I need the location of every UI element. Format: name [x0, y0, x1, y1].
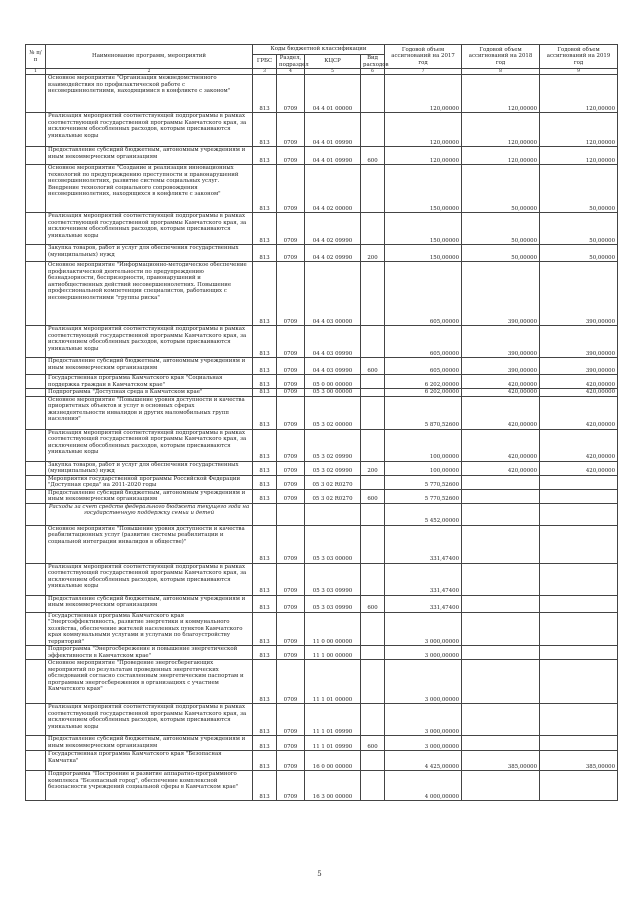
- cell-vr: 600: [361, 595, 385, 612]
- cell-ksr: 11 1 01 09990: [305, 704, 361, 736]
- cell-ksr: 04 4 03 00000: [305, 262, 361, 326]
- cell-num: [26, 612, 46, 646]
- cell-grbs: 813: [253, 489, 277, 503]
- cell-2017: 150,00000: [385, 213, 462, 245]
- cell-grbs: 813: [253, 736, 277, 751]
- cell-2017: 120,00000: [385, 147, 462, 165]
- cell-ksr: 16 0 00 00000: [305, 751, 361, 771]
- cell-section: 0709: [277, 525, 305, 563]
- cell-grbs: 813: [253, 113, 277, 147]
- cell-ksr: 11 1 00 00000: [305, 646, 361, 660]
- index-cell: 1: [26, 69, 46, 75]
- cell-vr: [361, 660, 385, 704]
- table-row: [26, 525, 618, 563]
- cell-section: 0709: [277, 736, 305, 751]
- cell-num: [26, 736, 46, 751]
- cell-grbs: 813: [253, 389, 277, 397]
- cell-name: Основное мероприятие "Повышение уровня доступности и качества приоритетных объектов и услуг в основных сферах жизнедеятельности инвалидов и других маломобильных групп населения": [46, 396, 253, 429]
- table-row: [26, 75, 618, 113]
- cell-2018: [462, 475, 540, 489]
- cell-vr: [361, 612, 385, 646]
- cell-2017: 5 770,52600: [385, 475, 462, 489]
- cell-name: Закупка товаров, работ и услуг для обеспечения государственных (муниципальных) нужд: [46, 245, 253, 262]
- table-row: [26, 751, 618, 771]
- cell-ksr: 11 1 01 00000: [305, 660, 361, 704]
- cell-2017: 120,00000: [385, 113, 462, 147]
- cell-grbs: 813: [253, 660, 277, 704]
- cell-num: [26, 751, 46, 771]
- cell-grbs: 813: [253, 751, 277, 771]
- cell-grbs: 813: [253, 475, 277, 489]
- cell-vr: [361, 213, 385, 245]
- cell-ksr: [305, 503, 361, 525]
- cell-num: [26, 389, 46, 397]
- cell-section: 0709: [277, 165, 305, 213]
- cell-2018: 50,00000: [462, 165, 540, 213]
- cell-section: 0709: [277, 75, 305, 113]
- cell-2018: [462, 736, 540, 751]
- table-body: [26, 75, 618, 801]
- cell-vr: 600: [361, 489, 385, 503]
- cell-ksr: 05 3 00 00000: [305, 389, 361, 397]
- cell-2017: 3 000,00000: [385, 646, 462, 660]
- cell-name: Основное мероприятие "Информационно-методическое обеспечение профилактической деятельности по предупреждению безнадзорности, беспризорности, правонарушений и антиобщественных действий несовершеннолетних. Повышение профессиональной компетенции специалистов, работающих с несовершеннолетними "группы риска": [46, 262, 253, 326]
- cell-grbs: 813: [253, 75, 277, 113]
- cell-ksr: 05 3 02 09990: [305, 461, 361, 475]
- cell-ksr: 16 3 00 00000: [305, 771, 361, 801]
- cell-num: [26, 525, 46, 563]
- cell-ksr: 04 4 02 09990: [305, 245, 361, 262]
- table-row: [26, 660, 618, 704]
- cell-ksr: 05 3 02 R0270: [305, 475, 361, 489]
- cell-name: Подпрограмма "Построение и развитие аппаратно-программного комплекса "Безопасный город", обеспечение комплексной безопасности учреждений социальной сферы в Камчатском крае": [46, 771, 253, 801]
- cell-section: 0709: [277, 245, 305, 262]
- header-2019: Годовой объем ассигнований на 2019 год: [540, 45, 618, 69]
- cell-vr: [361, 389, 385, 397]
- cell-2019: [540, 525, 618, 563]
- cell-grbs: 813: [253, 429, 277, 461]
- cell-2019: 390,00000: [540, 358, 618, 375]
- cell-2017: 605,00000: [385, 326, 462, 358]
- cell-num: [26, 489, 46, 503]
- cell-2017: 3 000,00000: [385, 736, 462, 751]
- table-row: [26, 358, 618, 375]
- cell-section: 0709: [277, 461, 305, 475]
- cell-name: Закупка товаров, работ и услуг для обеспечения государственных (муниципальных) нужд: [46, 461, 253, 475]
- cell-vr: 200: [361, 245, 385, 262]
- cell-2018: [462, 771, 540, 801]
- cell-2018: [462, 503, 540, 525]
- cell-2018: 390,00000: [462, 358, 540, 375]
- cell-num: [26, 396, 46, 429]
- cell-2018: 120,00000: [462, 147, 540, 165]
- cell-2018: [462, 525, 540, 563]
- cell-ksr: 05 3 02 00000: [305, 396, 361, 429]
- cell-2019: 120,00000: [540, 75, 618, 113]
- cell-num: [26, 165, 46, 213]
- cell-grbs: 813: [253, 396, 277, 429]
- table-row: [26, 396, 618, 429]
- cell-2019: 50,00000: [540, 245, 618, 262]
- cell-2018: [462, 563, 540, 595]
- cell-section: 0709: [277, 563, 305, 595]
- cell-section: 0709: [277, 147, 305, 165]
- table-row: [26, 375, 618, 389]
- cell-ksr: 04 4 02 09990: [305, 213, 361, 245]
- cell-section: 0709: [277, 489, 305, 503]
- cell-name: Реализация мероприятий соответствующей подпрограммы в рамках соответствующей государственной программы Камчатского края, за исключением обособленных расходов, которым присваиваются уникальные коды: [46, 563, 253, 595]
- cell-num: [26, 429, 46, 461]
- cell-name: Предоставление субсидий бюджетным, автономным учреждениям и иным некоммерческим организациям: [46, 736, 253, 751]
- cell-2017: 5 770,52600: [385, 489, 462, 503]
- cell-2018: 390,00000: [462, 262, 540, 326]
- cell-name: Предоставление субсидий бюджетным, автономным учреждениям и иным некоммерческим организациям: [46, 358, 253, 375]
- cell-2018: 420,00000: [462, 461, 540, 475]
- cell-grbs: 813: [253, 165, 277, 213]
- cell-ksr: 11 1 01 09990: [305, 736, 361, 751]
- cell-2017: 331,47400: [385, 563, 462, 595]
- cell-2017: 4 000,00000: [385, 771, 462, 801]
- cell-grbs: 813: [253, 595, 277, 612]
- cell-2017: 6 202,00000: [385, 389, 462, 397]
- cell-2019: [540, 704, 618, 736]
- table-row: [26, 147, 618, 165]
- table-row: [26, 326, 618, 358]
- cell-2019: [540, 771, 618, 801]
- cell-ksr: 11 0 00 00000: [305, 612, 361, 646]
- cell-name: Реализация мероприятий соответствующей подпрограммы в рамках соответствующей государственной программы Камчатского края, за исключением обособленных расходов, которым присваиваются уникальные коды: [46, 704, 253, 736]
- table-row: [26, 389, 618, 397]
- table-row: [26, 771, 618, 801]
- cell-2018: [462, 595, 540, 612]
- table-row: [26, 461, 618, 475]
- cell-num: [26, 245, 46, 262]
- cell-2019: 420,00000: [540, 375, 618, 389]
- cell-name: Предоставление субсидий бюджетным, автономным учреждениям и иным некоммерческим организациям: [46, 489, 253, 503]
- cell-2017: 6 202,00000: [385, 375, 462, 389]
- cell-section: 0709: [277, 595, 305, 612]
- index-cell: 4: [277, 69, 305, 75]
- cell-2019: [540, 503, 618, 525]
- cell-grbs: 813: [253, 704, 277, 736]
- cell-2017: 605,00000: [385, 262, 462, 326]
- cell-name: Реализация мероприятий соответствующей подпрограммы в рамках соответствующей государственной программы Камчатского края, за исключением обособленных расходов, которым присваиваются уникальные коды: [46, 213, 253, 245]
- cell-2017: 331,47400: [385, 595, 462, 612]
- cell-2019: [540, 563, 618, 595]
- cell-2017: 3 000,00000: [385, 660, 462, 704]
- table-row: [26, 113, 618, 147]
- cell-vr: [361, 563, 385, 595]
- cell-section: [277, 503, 305, 525]
- cell-section: 0709: [277, 326, 305, 358]
- cell-vr: 600: [361, 358, 385, 375]
- header-2018: Годовой объем ассигнований на 2018 год: [462, 45, 540, 69]
- index-cell: 5: [305, 69, 361, 75]
- cell-2018: 420,00000: [462, 389, 540, 397]
- table-row: [26, 612, 618, 646]
- cell-grbs: 813: [253, 147, 277, 165]
- cell-name: Основное мероприятие "Проведение энергосберегающих мероприятий по результатам проведенных энергетических обследований согласно составленным энергетическим паспортам и программам энергосбережения в организациях с участием Камчатского края": [46, 660, 253, 704]
- cell-2019: 50,00000: [540, 213, 618, 245]
- cell-section: 0709: [277, 646, 305, 660]
- index-cell: 9: [540, 69, 618, 75]
- cell-grbs: 813: [253, 646, 277, 660]
- cell-2019: 420,00000: [540, 461, 618, 475]
- cell-name: Предоставление субсидий бюджетным, автономным учреждениям и иным некоммерческим организациям: [46, 147, 253, 165]
- table-row: [26, 595, 618, 612]
- cell-2018: 120,00000: [462, 113, 540, 147]
- cell-2019: 420,00000: [540, 429, 618, 461]
- header-codes-group: Коды бюджетной классификации: [253, 45, 385, 55]
- table-header: [26, 45, 618, 75]
- cell-num: [26, 563, 46, 595]
- cell-2019: [540, 475, 618, 489]
- cell-2019: 420,00000: [540, 389, 618, 397]
- index-cell: 7: [385, 69, 462, 75]
- cell-section: 0709: [277, 375, 305, 389]
- cell-2017: 4 425,00000: [385, 751, 462, 771]
- table-row: [26, 489, 618, 503]
- cell-section: 0709: [277, 213, 305, 245]
- cell-vr: [361, 165, 385, 213]
- cell-num: [26, 704, 46, 736]
- cell-2017: 3 000,00000: [385, 704, 462, 736]
- cell-num: [26, 595, 46, 612]
- index-cell: 3: [253, 69, 277, 75]
- cell-2018: 420,00000: [462, 396, 540, 429]
- cell-name: Реализация мероприятий соответствующей подпрограммы в рамках соответствующей государственной программы Камчатского края, за исключением обособленных расходов, которым присваиваются уникальные коды: [46, 326, 253, 358]
- cell-2018: 420,00000: [462, 429, 540, 461]
- table-row: [26, 646, 618, 660]
- cell-section: 0709: [277, 262, 305, 326]
- header-num: № п/п: [26, 45, 46, 69]
- cell-section: 0709: [277, 358, 305, 375]
- cell-num: [26, 147, 46, 165]
- cell-vr: [361, 326, 385, 358]
- cell-name: Основное мероприятие "Повышение уровня доступности и качества реабилитационных услуг (развитие системы реабилитации и социальной интеграции инвалидов в обществе)": [46, 525, 253, 563]
- cell-ksr: 04 4 03 09990: [305, 326, 361, 358]
- header-name: Наименование программ, мероприятий: [46, 45, 253, 69]
- cell-vr: [361, 375, 385, 389]
- cell-grbs: 813: [253, 612, 277, 646]
- table-row: [26, 563, 618, 595]
- cell-vr: [361, 113, 385, 147]
- cell-2018: [462, 646, 540, 660]
- cell-grbs: 813: [253, 563, 277, 595]
- cell-ksr: 05 3 02 09990: [305, 429, 361, 461]
- cell-2018: 390,00000: [462, 326, 540, 358]
- cell-num: [26, 75, 46, 113]
- cell-2017: 5 870,52600: [385, 396, 462, 429]
- cell-vr: [361, 262, 385, 326]
- cell-num: [26, 113, 46, 147]
- cell-2019: 120,00000: [540, 147, 618, 165]
- cell-section: 0709: [277, 612, 305, 646]
- header-vr: Вид расходов: [361, 55, 385, 69]
- cell-2017: 150,00000: [385, 165, 462, 213]
- cell-grbs: 813: [253, 375, 277, 389]
- table-row: [26, 429, 618, 461]
- cell-name: Подпрограмма "Доступная среда в Камчатском крае": [46, 389, 253, 397]
- cell-grbs: 813: [253, 262, 277, 326]
- cell-ksr: 05 0 00 00000: [305, 375, 361, 389]
- cell-2019: [540, 612, 618, 646]
- cell-grbs: [253, 503, 277, 525]
- cell-2017: 100,00000: [385, 429, 462, 461]
- cell-2018: [462, 612, 540, 646]
- cell-vr: [361, 771, 385, 801]
- cell-grbs: 813: [253, 213, 277, 245]
- cell-vr: [361, 646, 385, 660]
- cell-num: [26, 646, 46, 660]
- cell-ksr: 04 4 03 09990: [305, 358, 361, 375]
- cell-vr: 200: [361, 461, 385, 475]
- budget-table: [25, 44, 618, 801]
- cell-2017: 120,00000: [385, 75, 462, 113]
- table-row: [26, 475, 618, 489]
- cell-2019: 390,00000: [540, 326, 618, 358]
- cell-2018: 50,00000: [462, 213, 540, 245]
- cell-2019: 50,00000: [540, 165, 618, 213]
- cell-name: Государственная программа Камчатского края "Энергоэффективность, развитие энергетики и коммунального хозяйства, обеспечение жителей населенных пунктов Камчатского края коммунальными услугами и услугами по благоустройству территорий": [46, 612, 253, 646]
- cell-vr: 600: [361, 736, 385, 751]
- cell-num: [26, 213, 46, 245]
- cell-section: 0709: [277, 660, 305, 704]
- cell-vr: [361, 525, 385, 563]
- index-cell: 8: [462, 69, 540, 75]
- cell-num: [26, 475, 46, 489]
- cell-vr: [361, 503, 385, 525]
- cell-num: [26, 262, 46, 326]
- page-number: 5: [317, 870, 322, 878]
- cell-ksr: 04 4 02 00000: [305, 165, 361, 213]
- cell-ksr: 05 3 03 09990: [305, 595, 361, 612]
- cell-2019: 385,00000: [540, 751, 618, 771]
- cell-section: 0709: [277, 389, 305, 397]
- cell-num: [26, 660, 46, 704]
- table-row: [26, 165, 618, 213]
- cell-ksr: 04 4 01 09990: [305, 147, 361, 165]
- cell-2018: 50,00000: [462, 245, 540, 262]
- cell-2019: 390,00000: [540, 262, 618, 326]
- cell-section: 0709: [277, 429, 305, 461]
- cell-2017: 3 000,00000: [385, 612, 462, 646]
- cell-2018: 120,00000: [462, 75, 540, 113]
- cell-name: Государственная программа Камчатского края "Социальная поддержка граждан в Камчатском крае": [46, 375, 253, 389]
- cell-2017: 605,00000: [385, 358, 462, 375]
- cell-2019: [540, 595, 618, 612]
- cell-2019: [540, 646, 618, 660]
- cell-name: Мероприятия государственной программы Российской Федерации "Доступная среда" на 2011-2020 годы: [46, 475, 253, 489]
- cell-section: 0709: [277, 704, 305, 736]
- header-grbs: ГРБС: [253, 55, 277, 69]
- index-cell: 2: [46, 69, 253, 75]
- table-row: [26, 503, 618, 525]
- cell-2018: 420,00000: [462, 375, 540, 389]
- cell-ksr: 04 4 01 09990: [305, 113, 361, 147]
- header-ksr: КЦСР: [305, 55, 361, 69]
- cell-grbs: 813: [253, 771, 277, 801]
- cell-vr: [361, 396, 385, 429]
- cell-vr: [361, 475, 385, 489]
- cell-2018: 385,00000: [462, 751, 540, 771]
- cell-section: 0709: [277, 113, 305, 147]
- cell-2018: [462, 704, 540, 736]
- cell-name: Подпрограмма "Энергосбережение и повышение энергетической эффективности в Камчатском крае": [46, 646, 253, 660]
- cell-section: 0709: [277, 475, 305, 489]
- index-cell: 6: [361, 69, 385, 75]
- cell-num: [26, 358, 46, 375]
- table-row: [26, 262, 618, 326]
- cell-ksr: 04 4 01 00000: [305, 75, 361, 113]
- cell-note: Расходы за счет средств федерального бюджета текущего года на государственную поддержку семьи и детей: [46, 503, 253, 525]
- header-section: Раздел, подраздел: [277, 55, 305, 69]
- cell-vr: 600: [361, 147, 385, 165]
- cell-name: Основное мероприятие "Организация межведомственного взаимодействия по профилактической работе с несовершеннолетними, находящимися в конфликте с законом": [46, 75, 253, 113]
- header-2017: Годовой объем ассигнований на 2017 год: [385, 45, 462, 69]
- cell-2019: [540, 489, 618, 503]
- cell-num: [26, 461, 46, 475]
- cell-2018: [462, 489, 540, 503]
- table-row: [26, 704, 618, 736]
- cell-name: Предоставление субсидий бюджетным, автономным учреждениям и иным некоммерческим организациям: [46, 595, 253, 612]
- cell-name: Основное мероприятие "Создание и реализация инновационных технологий по предупреждению преступности и правонарушений несовершеннолетних, развитие системы социальных услуг. Внедрение технологий социального сопровождения несовершеннолетних, находящихся в конфликте с законом": [46, 165, 253, 213]
- cell-grbs: 813: [253, 326, 277, 358]
- cell-2019: 120,00000: [540, 113, 618, 147]
- cell-num: [26, 326, 46, 358]
- cell-vr: [361, 429, 385, 461]
- cell-name: Государственная программа Камчатского края "Безопасная Камчатка": [46, 751, 253, 771]
- cell-grbs: 813: [253, 245, 277, 262]
- cell-2017: 100,00000: [385, 461, 462, 475]
- cell-2017: 331,47400: [385, 525, 462, 563]
- cell-ksr: 05 3 03 00000: [305, 525, 361, 563]
- table-row: [26, 245, 618, 262]
- cell-vr: [361, 75, 385, 113]
- cell-section: 0709: [277, 771, 305, 801]
- cell-section: 0709: [277, 751, 305, 771]
- cell-num: [26, 375, 46, 389]
- cell-2019: [540, 736, 618, 751]
- cell-num: [26, 503, 46, 525]
- table-row: [26, 213, 618, 245]
- cell-grbs: 813: [253, 525, 277, 563]
- cell-2018: [462, 660, 540, 704]
- cell-2019: [540, 660, 618, 704]
- table-row: [26, 736, 618, 751]
- cell-2019: 420,00000: [540, 396, 618, 429]
- cell-ksr: 05 3 03 09990: [305, 563, 361, 595]
- cell-grbs: 813: [253, 461, 277, 475]
- cell-num: [26, 771, 46, 801]
- cell-section: 0709: [277, 396, 305, 429]
- cell-2017: 5 452,00000: [385, 503, 462, 525]
- cell-2017: 150,00000: [385, 245, 462, 262]
- cell-name: Реализация мероприятий соответствующей подпрограммы в рамках соответствующей государственной программы Камчатского края, за исключением обособленных расходов, которым присваиваются уникальные коды: [46, 429, 253, 461]
- cell-vr: [361, 751, 385, 771]
- cell-grbs: 813: [253, 358, 277, 375]
- cell-name: Реализация мероприятий соответствующей подпрограммы в рамках соответствующей государственной программы Камчатского края, за исключением обособленных расходов, которым присваиваются уникальные коды: [46, 113, 253, 147]
- cell-vr: [361, 704, 385, 736]
- cell-ksr: 05 3 02 R0270: [305, 489, 361, 503]
